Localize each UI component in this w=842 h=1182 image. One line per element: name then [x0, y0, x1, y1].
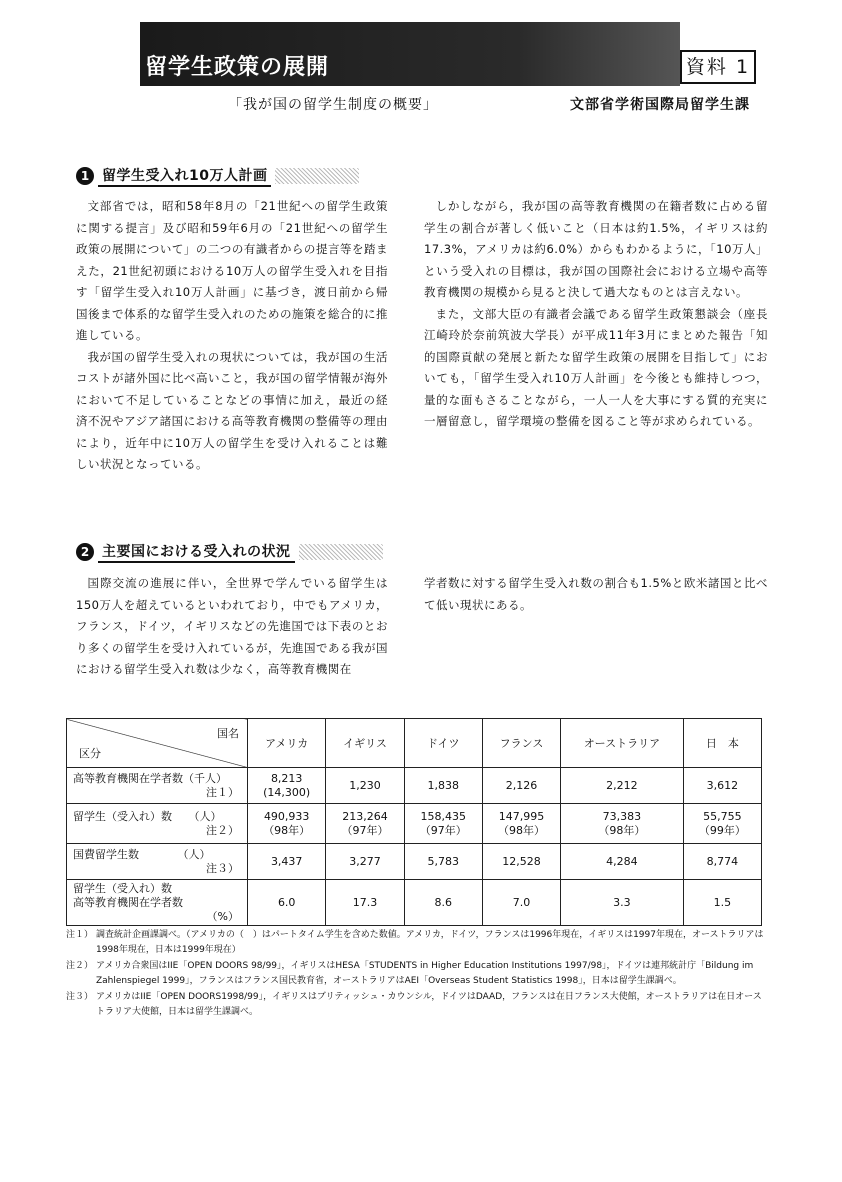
section1-title: 留学生受入れ10万人計画	[98, 165, 271, 187]
section1-paragraph: 我が国の留学生受入れの現状については，我が国の生活コストが諸外国に比べ高いこと，我が国の留学情報が海外において不足していることなどの事情に加え，最近の経済不況やアジア諸国における高等教育機関の整備等の理由により，近年中に10万人の留学生を受け入れることは難しい状況となっている。	[76, 349, 388, 471]
table-row	[67, 804, 762, 844]
table-cell: 3,612	[683, 768, 761, 804]
table-cell: 5,783	[404, 844, 482, 880]
material-label: 資料 1	[680, 50, 756, 84]
section1-paragraph: 文部省では，昭和58年8月の「21世紀への留学生政策に関する提言」及び昭和59年6月の「21世紀への留学生政策の展開について」の二つの有識者からの提言等を踏まえた，21世紀初頭における10万人の留学生受入れを目指す「留学生受入れ10万人計画」に基づき，渡日前から帰国後まで体系的な留学生受入れのための施策を総合的に推進している。	[76, 199, 388, 342]
ministry-name: 文部省学術国際局留学生課	[570, 97, 750, 113]
row-label: 留学生（受入れ）数 （人） 注２）	[67, 804, 248, 844]
table-cell: 8,213 (14,300)	[248, 768, 326, 804]
note-item: 注３） アメリカはIIE「OPEN DOORS1998/99」，イギリスはブリティッシュ・カウンシル，ドイツはDAAD，フランスは在日フランス大使館，オーストラリアは在日オーストラリア大使館，日本は留学生課調べ。	[66, 992, 762, 1017]
header-category-label: 区分	[79, 747, 101, 760]
table-cell: 8.6	[404, 880, 482, 926]
table-cell: 55,755 （99年）	[683, 804, 761, 844]
section1-paragraph: また，文部大臣の有識者会議である留学生政策懇談会（座長 江崎玲於奈前筑波大学長）が平成11年3月にまとめた報告「知的国際貢献の発展と新たな留学生政策の展開を目指して」においても，「留学生受入れ10万人計画」を今後とも維持しつつ，量的な面もさることながら，一人一人を大事にする質的充実に一層留意し，留学環境の整備を図ること等が求められている。	[424, 306, 780, 428]
section2-title: 主要国における受入れの状況	[98, 541, 295, 563]
section1-paragraph: しかしながら，我が国の高等教育機関の在籍者数に占める留学生の割合が著しく低いこと（日本は約1.5%，イギリスは約17.3%，アメリカは約6.0%）からもわかるように，「10万人」という受入れの目標は，我が国の国際社会における立場や高等教育機関の規模から見ると決して過大なものとは言えない。	[424, 199, 768, 299]
table-cell: 3.3	[561, 880, 684, 926]
section1-left-column	[76, 196, 388, 476]
table-cell: 147,995 （98年）	[482, 804, 560, 844]
table-cell: 1,230	[326, 768, 404, 804]
section2-number: 2	[76, 543, 94, 561]
note-item: 注２） アメリカ合衆国はIIE「OPEN DOORS 98/99」，イギリスはHESA「STUDENTS in Higher Education Institutions 1997/98」，ドイツは連邦統計庁「Bildung im Zahlenspiegel 1999」，フランスはフランス国民教育省，オーストラリアはAEI「Overseas Student Statistics 1998」，日本は留学生課調べ。	[66, 961, 754, 986]
table-row	[67, 880, 762, 926]
table-corner-header	[67, 719, 248, 768]
section2-paragraph: 学者数に対する留学生受入れ数の割合も1.5%と欧米諸国と比べて低い現状にある。	[424, 576, 768, 612]
table-cell: 6.0	[248, 880, 326, 926]
section2-right-column	[424, 573, 768, 616]
section2-left-column	[76, 573, 388, 681]
section1-pattern	[275, 168, 359, 184]
page-title: 留学生政策の展開	[145, 55, 330, 80]
table-cell: 3,437	[248, 844, 326, 880]
statistics-table	[66, 718, 762, 926]
table-cell: 2,126	[482, 768, 560, 804]
country-header: アメリカ	[248, 719, 326, 768]
section1-right-column	[424, 196, 780, 433]
row-label: 国費留学生数 （人） 注３）	[67, 844, 248, 880]
row-label: 留学生（受入れ）数 高等教育機関在学者数 （%）	[67, 880, 248, 926]
country-header: フランス	[482, 719, 560, 768]
table-cell: 17.3	[326, 880, 404, 926]
page-subtitle: 「我が国の留学生制度の概要」	[228, 97, 438, 113]
country-header: ドイツ	[404, 719, 482, 768]
table-header-row	[67, 719, 762, 768]
section2-heading	[76, 541, 383, 563]
section1-number: 1	[76, 167, 94, 185]
table-cell: 213,264 （97年）	[326, 804, 404, 844]
section2-paragraph: 国際交流の進展に伴い，全世界で学んでいる留学生は150万人を超えているといわれており，中でもアメリカ，フランス，ドイツ，イギリスなどの先進国では下表のとおり多くの留学生を受け入れているが，先進国である我が国における留学生受入れ数は少なく，高等教育機関在	[76, 576, 388, 676]
table-cell: 3,277	[326, 844, 404, 880]
table-row	[67, 844, 762, 880]
table-cell: 4,284	[561, 844, 684, 880]
country-header: イギリス	[326, 719, 404, 768]
table-cell: 2,212	[561, 768, 684, 804]
country-header: 日 本	[683, 719, 761, 768]
table-cell: 73,383 （98年）	[561, 804, 684, 844]
row-label: 高等教育機関在学者数（千人） 注１）	[67, 768, 248, 804]
table-cell: 1,838	[404, 768, 482, 804]
table-cell: 1.5	[683, 880, 761, 926]
section2-pattern	[299, 544, 383, 560]
header-country-label: 国名	[217, 727, 239, 740]
country-header: オーストラリア	[561, 719, 684, 768]
table-notes	[66, 928, 766, 1021]
note-item: 注１） 調査統計企画課調べ。（アメリカの（ ）はパートタイム学生を含めた数値。アメリカ，ドイツ，フランスは1996年現在，イギリスは1997年現在，オーストラリアは1998年現在，日本は1999年現在）	[66, 930, 764, 955]
table-cell: 7.0	[482, 880, 560, 926]
table-cell: 8,774	[683, 844, 761, 880]
section1-heading	[76, 165, 359, 187]
table-row	[67, 768, 762, 804]
table-cell: 12,528	[482, 844, 560, 880]
table-cell: 158,435 （97年）	[404, 804, 482, 844]
table-cell: 490,933 （98年）	[248, 804, 326, 844]
